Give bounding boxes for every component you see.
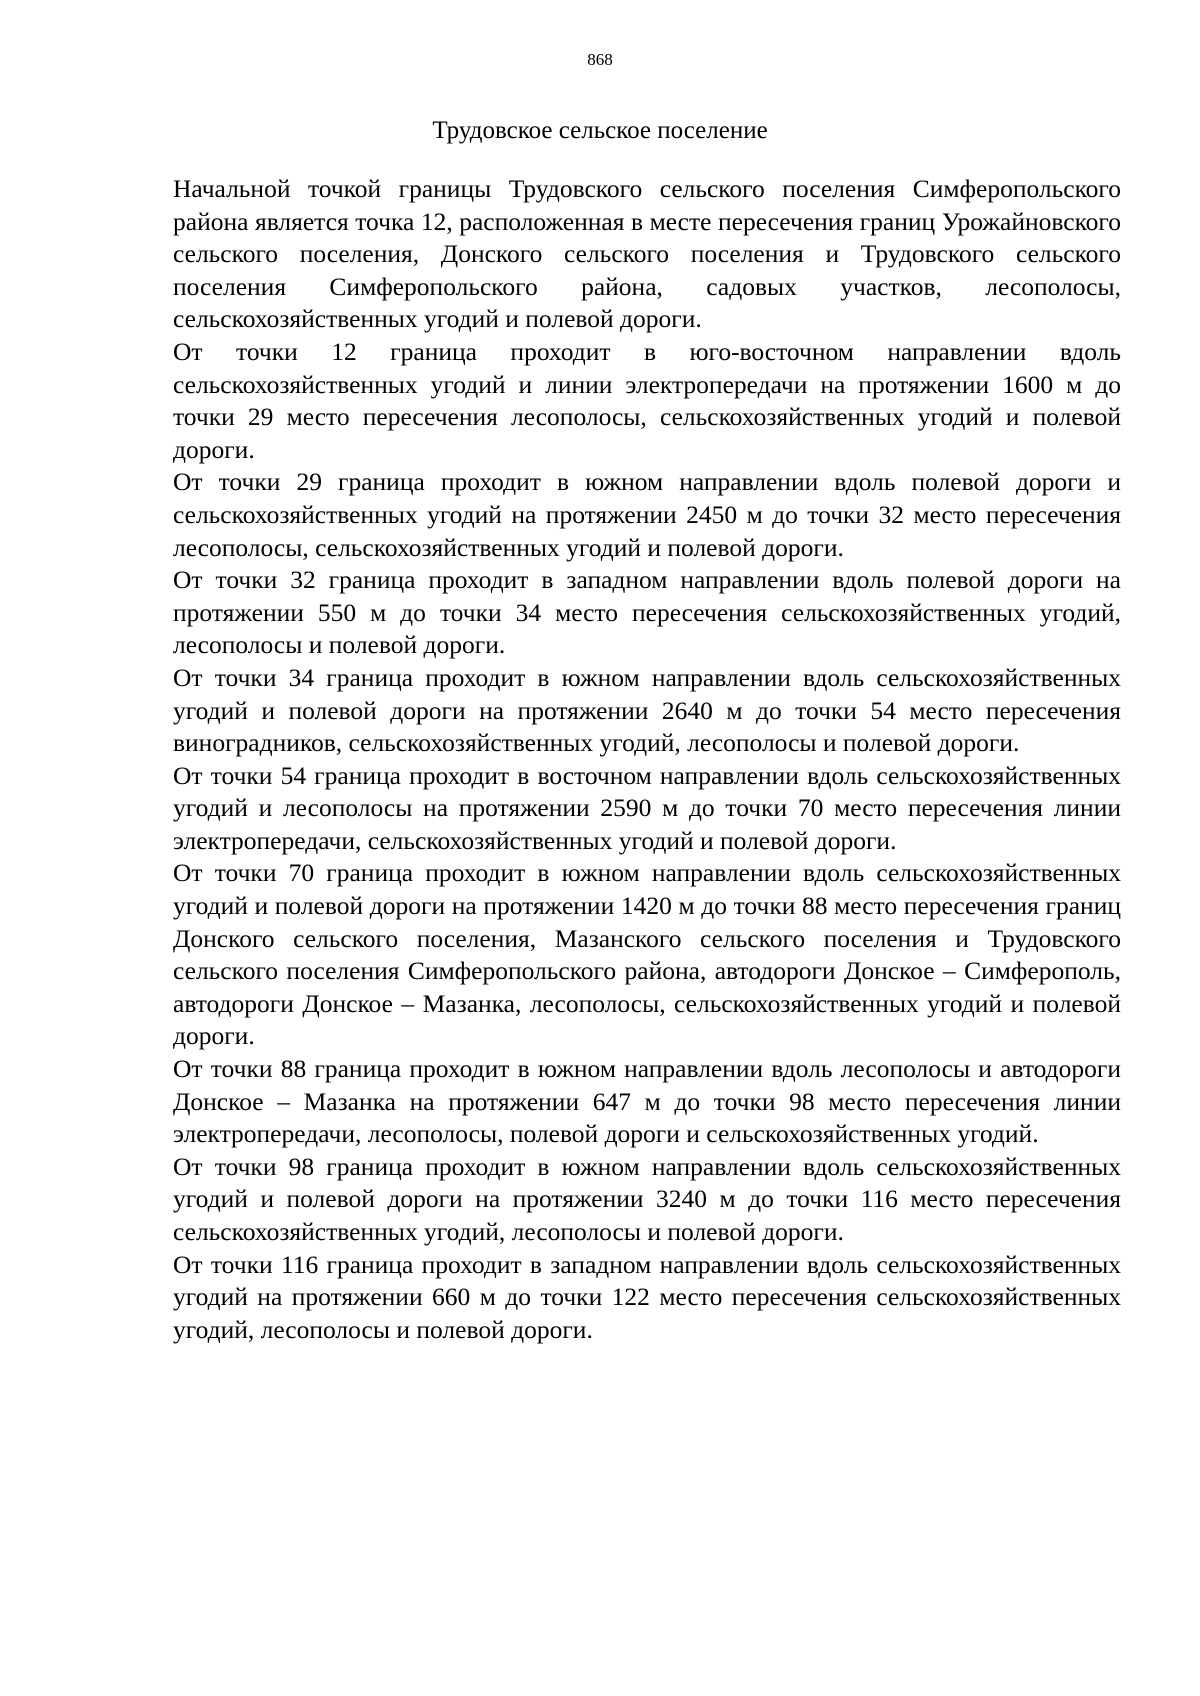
section-heading: Трудовское сельское поселение <box>432 117 768 144</box>
paragraph: От точки 32 граница проходит в западном направлении вдоль полевой дороги на протяжении 550 м до точки 34 место пересечения сельскохозяйственных угодий, лесополосы и полевой дороги. <box>173 565 1121 660</box>
paragraph: От точки 98 граница проходит в южном направлении вдоль сельскохозяйственных угодий и полевой дороги на протяжении 3240 м до точки 116 место пересечения сельскохозяйственных угодий, лесополосы и полевой дороги. <box>173 1151 1121 1246</box>
paragraph: От точки 116 граница проходит в западном направлении вдоль сельскохозяйственных угодий на протяжении 660 м до точки 122 место пересечения сельскохозяйственных угодий, лесополосы и полевой дороги. <box>173 1249 1121 1344</box>
paragraph: От точки 54 граница проходит в восточном направлении вдоль сельскохозяйственных угодий и лесополосы на протяжении 2590 м до точки 70 место пересечения линии электропередачи, сельскохозяйственных угодий и полевой дороги. <box>173 760 1121 855</box>
paragraph: От точки 34 граница проходит в южном направлении вдоль сельскохозяйственных угодий и полевой дороги на протяжении 2640 м до точки 54 место пересечения виноградников, сельскохозяйственных угодий, лесополосы и полевой дороги. <box>173 662 1121 758</box>
page-number: 868 <box>587 50 613 69</box>
paragraph: От точки 70 граница проходит в южном направлении вдоль сельскохозяйственных угодий и полевой дороги на протяжении 1420 м до точки 88 место пересечения границ Донского сельского поселения, Мазанского сельского поселения и Трудовского сельского поселения Симферопольского района, автодороги Донское – Симферополь, автодороги Донское – Мазанка, лесополосы, сельскохозяйственных угодий и полевой дороги. <box>173 858 1121 1051</box>
paragraph: Начальной точкой границы Трудовского сельского поселения Симферопольского района является точка 12, расположенная в месте пересечения границ Урожайновского сельского поселения, Донского сельского поселения и Трудовского сельского поселения Симферопольского района, садовых участков, лесополосы, сельскохозяйственных угодий и полевой дороги. <box>173 174 1121 334</box>
body-text <box>173 173 1121 1346</box>
paragraph: От точки 29 граница проходит в южном направлении вдоль полевой дороги и сельскохозяйственных угодий на протяжении 2450 м до точки 32 место пересечения лесополосы, сельскохозяйственных угодий и полевой дороги. <box>173 467 1121 562</box>
paragraph: От точки 12 граница проходит в юго-восточном направлении вдоль сельскохозяйственных угодий и линии электропередачи на протяжении 1600 м до точки 29 место пересечения лесополосы, сельскохозяйственных угодий и полевой дороги. <box>173 336 1121 464</box>
paragraph: От точки 88 граница проходит в южном направлении вдоль лесополосы и автодороги Донское – Мазанка на протяжении 647 м до точки 98 место пересечения линии электропередачи, лесополосы, полевой дороги и сельскохозяйственных угодий. <box>173 1054 1121 1149</box>
